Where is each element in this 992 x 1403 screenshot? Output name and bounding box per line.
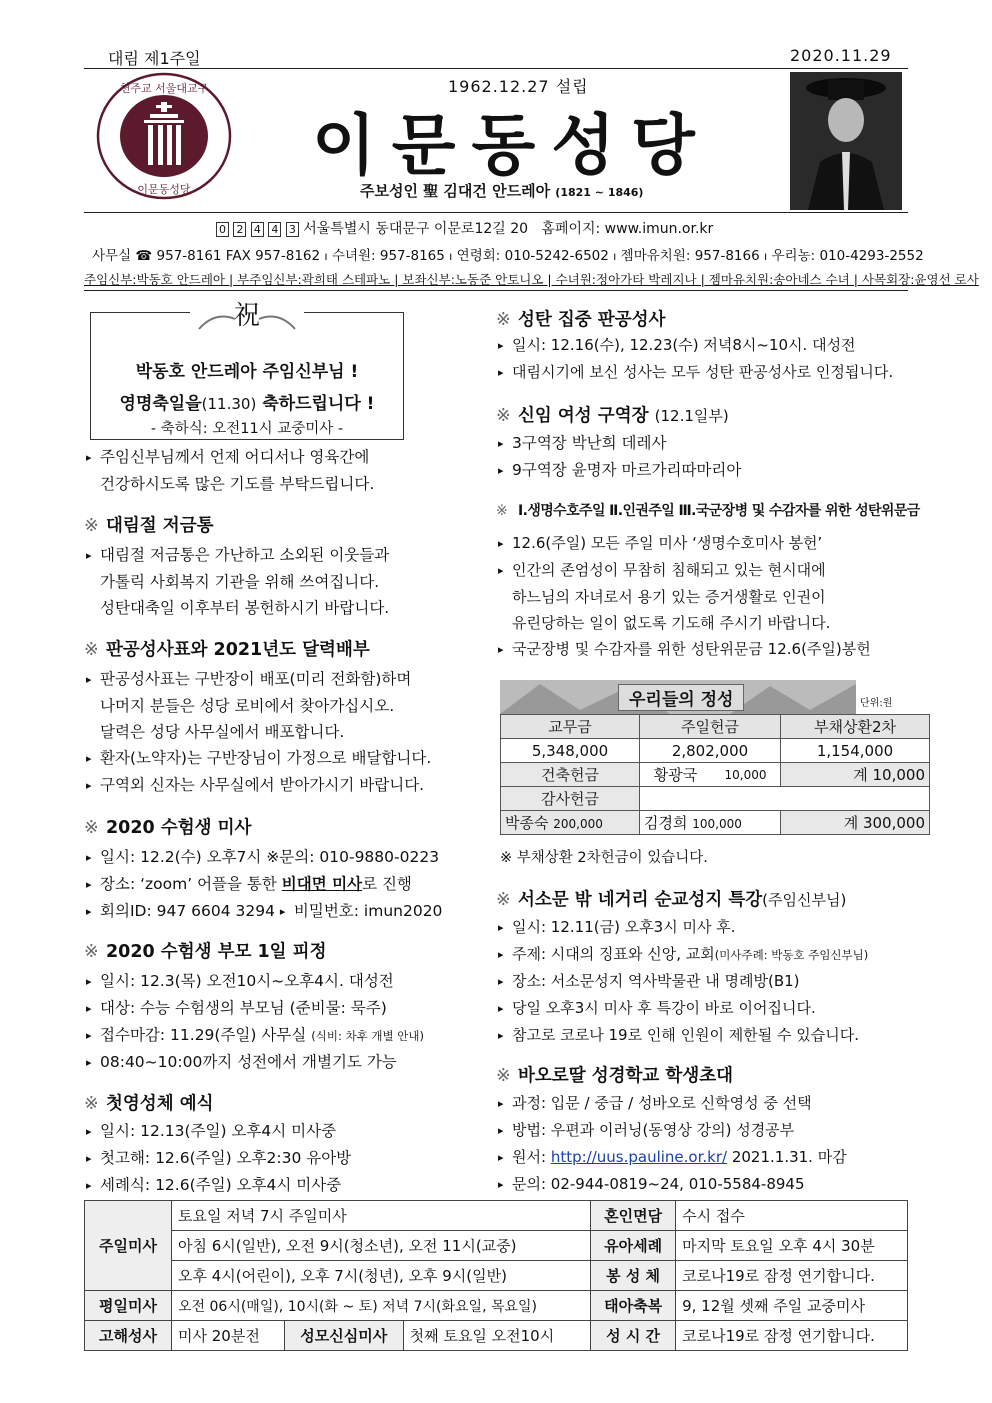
building-fund-amount: 10,000 xyxy=(711,763,780,787)
celebration-char: 祝 xyxy=(190,301,304,331)
season-label: 대림 제1주일 xyxy=(108,49,201,68)
tickets-text: ▸ 판공성사표는 구반장이 배포(미리 전화함)하며 나머지 분들은 성당 로비에서 찾아가십시오. 달력은 성당 사무실에서 배포합니다. ▸ 환자(노약자)는 구반장님이 가정으로 배달합니다. ▸ 구역외 신자는 사무실에서 받아가시기 바랍니다. xyxy=(86,670,432,794)
new-leaders-heading: ※ 신임 여성 구역장 (12.1일부) xyxy=(496,406,729,426)
marriage-value: 수시 접수 xyxy=(676,1201,908,1231)
bible-school-text: ▸ 과정: 입문 / 중급 / 성바오로 신학영성 중 선택 ▸ 방법: 우편과 이러닝(동영상 강의) 성경공부 ▸ 원서: http://uus.pauline.or.kr/ 2021.1.31. 마감 ▸ 문의: 02-944-0819~24, 010-5584-8945 xyxy=(498,1094,847,1193)
thanks-fund-total: 계 300,000 xyxy=(781,811,930,835)
congrats-line3: - 축하식: 오전11시 교중미사 - xyxy=(150,421,344,437)
sunday-mass-saturday: 토요일 저녁 7시 주일미사 xyxy=(172,1201,591,1231)
mass-schedule-table xyxy=(84,1200,908,1351)
bible-school-link[interactable]: http://uus.pauline.or.kr/ xyxy=(550,1148,728,1166)
giving-value: 2,802,000 xyxy=(640,739,781,763)
zip-code: 0 2 4 4 3 xyxy=(216,221,303,237)
issue-date: 2020.11.29 xyxy=(790,46,892,65)
thanks-fund-label: 감사헌금 xyxy=(501,787,640,811)
homepage-link[interactable]: 홈페이지: www.imun.or.kr xyxy=(541,221,714,237)
martyr-talk-heading: ※ 서소문 밖 네거리 순교성지 특강(주임신부님) xyxy=(496,890,847,910)
giving-header: 주일헌금 xyxy=(640,715,781,739)
new-leaders-text: ▸ 3구역장 박난희 데레사 ▸ 9구역장 윤명자 마르가리따마리아 xyxy=(498,434,742,479)
building-fund-total: 계 10,000 xyxy=(781,763,930,787)
giving-header: 교무금 xyxy=(501,715,640,739)
sunday-themes-heading: ※ Ⅰ.생명수호주일 Ⅱ.인권주일 Ⅲ.국군장병 및 수감자를 위한 성탄위문금 xyxy=(496,503,920,519)
weekday-mass-value: 오전 06시(매일), 10시(화 ~ 토) 저녁 7시(화요일, 목요일) xyxy=(172,1291,591,1321)
first-communion-text: ▸ 일시: 12.13(주일) 오후4시 미사중 ▸ 첫고해: 12.6(주일) 오후2:30 유아방 ▸ 세례식: 12.6(주일) 오후4시 미사중 xyxy=(86,1122,352,1194)
svg-text:천주교 서울대교구: 천주교 서울대교구 xyxy=(119,82,209,95)
staff-list: 주임신부:박동호 안드레아 | 부주임신부:곽희태 스테파노 | 보좌신부:노동준 안토니오 | 수녀원:정아가타 박레지나 | 젬마유치원:송아네스 수녀 | 사목회장:윤영선 로사 xyxy=(84,272,979,287)
holy-hour-label: 성 시 간 xyxy=(591,1321,676,1351)
giving-note: ※ 부채상환 2차헌금이 있습니다. xyxy=(500,850,708,866)
thanks-fund-entry2: 김경희 100,000 xyxy=(640,811,781,835)
marian-mass-label: 성모신심미사 xyxy=(284,1321,403,1351)
martyr-talk-text: ▸ 일시: 12.11(금) 오후3시 미사 후. ▸ 주제: 시대의 징표와 신앙, 교회(미사주례: 박동호 주임신부님) ▸ 장소: 서소문성지 역사박물관 내 명례방(B1) ▸ 당일 오후3시 미사 후 특강이 바로 이어집니다. ▸ 참고로 코로나 19로 인해 인원이 제한될 수 있습니다. xyxy=(498,918,869,1044)
sunday-themes-text: ▸ 12.6(주일) 모든 주일 미사 ‘생명수호미사 봉헌’ ▸ 인간의 존엄성이 무참히 침해되고 있는 현시대에 하느님의 자녀로서 용기 있는 증거생활로 인권이 유린당하는 일이 없도록 기도해 주시기 바랍니다. ▸ 국군장병 및 수감자를 위한 성탄위문금 12.6(주일)봉헌 xyxy=(498,534,871,658)
parents-retreat-text: ▸ 일시: 12.3(목) 오전10시~오후4시. 대성전 ▸ 대상: 수능 수험생의 부모님 (준비물: 묵주) ▸ 접수마감: 11.29(주일) 사무실 (식비: 차후 개별 안내) ▸ 08:40~10:00까지 성전에서 개별기도 가능 xyxy=(86,972,424,1071)
giving-header: 부채상환2차 xyxy=(781,715,930,739)
christmas-confession-text: ▸ 일시: 12.16(수), 12.23(수) 저녁8시~10시. 대성전 ▸ 대림시기에 보신 성사는 모두 성탄 판공성사로 인정됩니다. xyxy=(498,336,894,381)
congrats-box xyxy=(90,301,404,440)
giving-unit: 단위:원 xyxy=(860,698,893,709)
infant-baptism-value: 마지막 토요일 오후 4시 30분 xyxy=(676,1231,908,1261)
tickets-heading: ※ 판공성사표와 2021년도 달력배부 xyxy=(84,640,370,660)
congrats-note: ▸ 주임신부님께서 언제 어디서나 영육간에 건강하시도록 많은 기도를 부탁드립니다. xyxy=(86,448,375,493)
giving-value: 5,348,000 xyxy=(501,739,640,763)
advent-box-text: ▸ 대림절 저금통은 가난하고 소외된 이웃들과 가톨릭 사회복지 기관을 위해 쓰여집니다. 성탄대축일 이후부터 봉헌하시기 바랍니다. xyxy=(86,546,390,617)
bible-school-heading: ※ 바오로딸 성경학교 학생초대 xyxy=(496,1066,734,1086)
sunday-mass-label: 주일미사 xyxy=(85,1201,172,1291)
confession-value: 미사 20분전 xyxy=(172,1321,285,1351)
weekday-mass-label: 평일미사 xyxy=(85,1291,172,1321)
first-communion-heading: ※ 첫영성체 예식 xyxy=(84,1094,214,1114)
giving-banner xyxy=(500,680,856,714)
infant-baptism-label: 유아세례 xyxy=(591,1231,676,1261)
marriage-label: 혼인면담 xyxy=(591,1201,676,1231)
address-line: 0 2 4 4 3 서울특별시 동대문구 이문로12길 20 홈페이지: www.imun.or.kr xyxy=(216,218,713,238)
giving-table xyxy=(500,714,930,835)
exam-mass-text: ▸ 일시: 12.2(수) 오후7시 ※문의: 010-9880-0223 ▸ 장소: ‘zoom’ 어플을 통한 비대면 미사로 진행 ▸ 회의ID: 947 6604 3294 ▸ 비밀번호: imun2020 xyxy=(86,848,443,920)
giving-title: 우리들의 정성 xyxy=(618,684,744,711)
parents-retreat-heading: ※ 2020 수험생 부모 1일 피정 xyxy=(84,942,327,962)
patron-saint: 주보성인 聖 김대건 안드레아 (1821 ~ 1846) xyxy=(360,182,644,200)
congrats-line2: 영명축일을(11.30) 축하드립니다 ! xyxy=(119,394,375,414)
thanks-fund-entry1: 박종숙 200,000 xyxy=(501,811,640,835)
confession-label: 고해성사 xyxy=(85,1321,172,1351)
marian-mass-value: 첫째 토요일 오전10시 xyxy=(403,1321,590,1351)
patron-portrait xyxy=(790,72,902,210)
holy-hour-value: 코로나19로 잠정 연기합니다. xyxy=(676,1321,908,1351)
founded-date: 1962.12.27 설립 xyxy=(448,77,589,96)
parish-name-title: 이문동성당 xyxy=(312,107,711,184)
advent-box-heading: ※ 대림절 저금통 xyxy=(84,516,214,536)
parish-seal-logo xyxy=(92,72,240,202)
christmas-confession-heading: ※ 성탄 집중 판공성사 xyxy=(496,310,666,330)
giving-value: 1,154,000 xyxy=(781,739,930,763)
fetus-blessing-value: 9, 12월 셋째 주일 교중미사 xyxy=(676,1291,908,1321)
building-fund-name: 황광국 xyxy=(640,763,712,787)
building-fund-label: 건축헌금 xyxy=(501,763,640,787)
communion-value: 코로나19로 잠정 연기합니다. xyxy=(676,1261,908,1291)
exam-mass-heading: ※ 2020 수험생 미사 xyxy=(84,818,252,838)
sunday-mass-afternoon: 오후 4시(어린이), 오후 7시(청년), 오후 9시(일반) xyxy=(172,1261,591,1291)
sunday-mass-morning: 아침 6시(일반), 오전 9시(청소년), 오전 11시(교중) xyxy=(172,1231,591,1261)
svg-text:이문동성당: 이문동성당 xyxy=(137,183,191,196)
communion-label: 봉 성 체 xyxy=(591,1261,676,1291)
fetus-blessing-label: 태아축복 xyxy=(591,1291,676,1321)
laurel-icon xyxy=(195,307,299,335)
phone-line: 사무실 ☎ 957-8161 FAX 957-8162 ı 수녀원: 957-8165 ı 연령회: 010-5242-6502 ı 젬마유치원: 957-8166 ı 우리농: 010-4293-2552 xyxy=(92,248,924,264)
congrats-line1: 박동호 안드레아 주임신부님 ! xyxy=(135,362,359,382)
